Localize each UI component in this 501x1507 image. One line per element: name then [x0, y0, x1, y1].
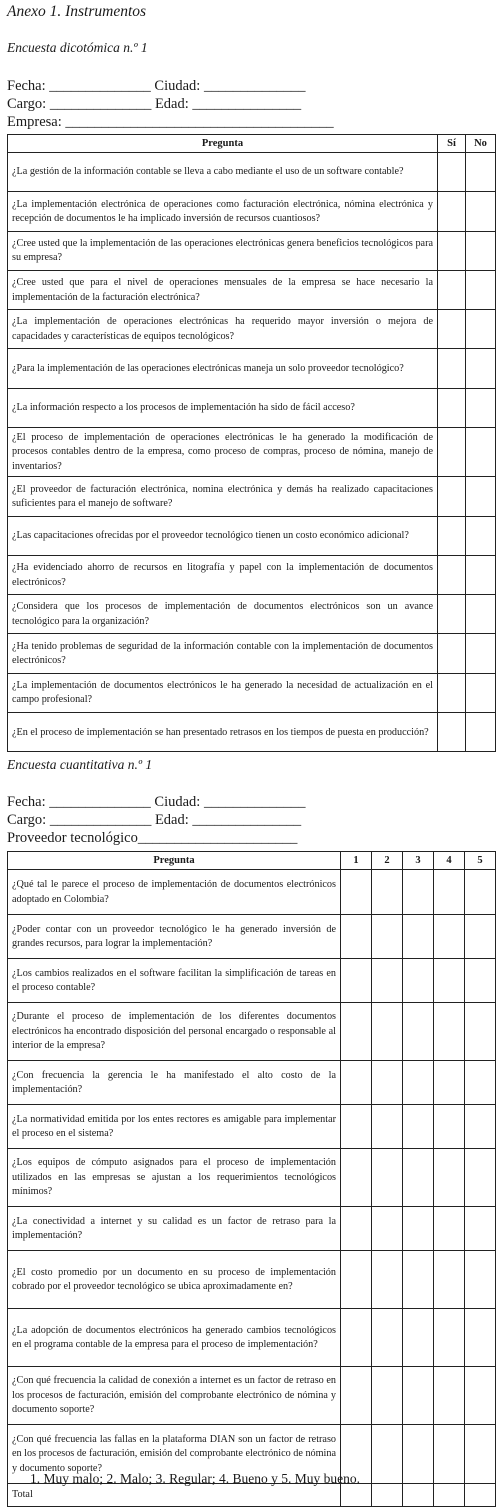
rating-cell-4[interactable] [434, 1207, 465, 1251]
answer-yes-cell[interactable] [438, 673, 466, 712]
question-cell: ¿Las capacitaciones ofrecidas por el proveedor tecnológico tienen un costo económico adicional? [8, 516, 438, 555]
answer-yes-cell[interactable] [438, 349, 466, 388]
answer-yes-cell[interactable] [438, 310, 466, 349]
answer-no-cell[interactable] [466, 595, 496, 634]
rating-cell-5[interactable] [465, 1207, 496, 1251]
table-row [8, 634, 496, 673]
survey1-title: Encuesta dicotómica n.º 1 [7, 40, 148, 55]
question-cell: ¿Durante el proceso de implementación de los diferentes documentos electrónicos ha encontrado disposición del personal encargado o responsable al interior de la empresa? [8, 1003, 341, 1061]
survey2-title: Encuesta cuantitativa n.º 1 [7, 757, 153, 772]
question-cell: ¿Para la implementación de las operaciones electrónicas maneja un solo proveedor tecnológico? [8, 349, 438, 388]
table-row [8, 153, 496, 192]
total-cell-2 [372, 1484, 403, 1507]
table-row [8, 673, 496, 712]
answer-yes-cell[interactable] [438, 428, 466, 477]
rating-cell-2[interactable] [372, 870, 403, 915]
question-cell: ¿El costo promedio por un documento en su proceso de implementación cobrado por el proveedor tecnológico se ubica aproximadamente en? [8, 1251, 341, 1309]
scale-note: 1. Muy malo; 2. Malo; 3. Regular; 4. Bueno y 5. Muy bueno. [30, 1471, 360, 1486]
rating-cell-1[interactable] [341, 1207, 372, 1251]
rating-cell-5[interactable] [465, 959, 496, 1003]
rating-cell-5[interactable] [465, 1149, 496, 1207]
rating-cell-2[interactable] [372, 915, 403, 959]
rating-cell-3[interactable] [403, 1425, 434, 1484]
table-row [8, 915, 496, 959]
question-cell: ¿Los equipos de cómputo asignados para el proceso de implementación utilizados en las empresas se ajustan a los requerimientos tecnológicos mínimos? [8, 1149, 341, 1207]
answer-no-cell[interactable] [466, 192, 496, 231]
question-cell: ¿Cree usted que para el nivel de operaciones mensuales de la empresa se hace necesario la implementación de la facturación electrónica? [8, 270, 438, 309]
question-cell: ¿La implementación de operaciones electrónicas ha requerido mayor inversión o mejora de capacidades y características de equipos tecnológicos? [8, 310, 438, 349]
rating-cell-1[interactable] [341, 870, 372, 915]
answer-no-cell[interactable] [466, 270, 496, 309]
header-no: No [466, 135, 496, 153]
rating-cell-5[interactable] [465, 1105, 496, 1149]
question-cell: ¿Poder contar con un proveedor tecnológico le ha generado inversión de grandes recursos, para lograr la implementación? [8, 915, 341, 959]
table-row [8, 310, 496, 349]
rating-cell-5[interactable] [465, 1251, 496, 1309]
rating-cell-4[interactable] [434, 870, 465, 915]
answer-yes-cell[interactable] [438, 388, 466, 427]
rating-cell-3[interactable] [403, 1003, 434, 1061]
rating-cell-4[interactable] [434, 1425, 465, 1484]
table-row [8, 1251, 496, 1309]
answer-yes-cell[interactable] [438, 516, 466, 555]
rating-cell-4[interactable] [434, 1149, 465, 1207]
total-cell-3 [403, 1484, 434, 1507]
header-5: 5 [465, 852, 496, 870]
question-cell: ¿La implementación electrónica de operaciones como facturación electrónica, nómina electrónica y recepción de documentos le ha implicado inversión de recursos cuantiosos? [8, 192, 438, 231]
rating-cell-4[interactable] [434, 915, 465, 959]
rating-cell-2[interactable] [372, 1367, 403, 1425]
rating-cell-1[interactable] [341, 1149, 372, 1207]
answer-no-cell[interactable] [466, 388, 496, 427]
answer-yes-cell[interactable] [438, 555, 466, 594]
rating-cell-1[interactable] [341, 1251, 372, 1309]
table-row [8, 270, 496, 309]
total-cell-5 [465, 1484, 496, 1507]
rating-cell-2[interactable] [372, 1149, 403, 1207]
answer-yes-cell[interactable] [438, 477, 466, 516]
header-2: 2 [372, 852, 403, 870]
table-row [8, 192, 496, 231]
header-4: 4 [434, 852, 465, 870]
question-cell: ¿Los cambios realizados en el software facilitan la simplificación de tareas en el proceso contable? [8, 959, 341, 1003]
table-row [8, 388, 496, 427]
question-cell: ¿Con qué frecuencia la calidad de conexión a internet es un factor de retraso en los procesos de facturación, emisión del comprobante electrónico de nómina y documento soporte? [8, 1367, 341, 1425]
annex-title: Anexo 1. Instrumentos [7, 3, 147, 20]
rating-cell-4[interactable] [434, 1251, 465, 1309]
table-row [8, 959, 496, 1003]
rating-cell-4[interactable] [434, 1309, 465, 1367]
rating-cell-3[interactable] [403, 1105, 434, 1149]
rating-cell-1[interactable] [341, 1309, 372, 1367]
table-row [8, 1003, 496, 1061]
header-1: 1 [341, 852, 372, 870]
survey2-table [7, 851, 496, 1507]
answer-no-cell[interactable] [466, 634, 496, 673]
header-3: 3 [403, 852, 434, 870]
rating-cell-1[interactable] [341, 1367, 372, 1425]
rating-cell-1[interactable] [341, 1105, 372, 1149]
question-cell: ¿Ha evidenciado ahorro de recursos en litografía y papel con la implementación de documentos electrónicos? [8, 555, 438, 594]
rating-cell-4[interactable] [434, 959, 465, 1003]
question-cell: ¿Con qué frecuencia las fallas en la plataforma DIAN son un factor de retraso en los procesos de facturación, emisión del comprobante electrónico de nómina y documento soporte? [8, 1425, 341, 1484]
rating-cell-2[interactable] [372, 1251, 403, 1309]
rating-cell-1[interactable] [341, 1003, 372, 1061]
rating-cell-5[interactable] [465, 870, 496, 915]
rating-cell-3[interactable] [403, 959, 434, 1003]
rating-cell-3[interactable] [403, 1149, 434, 1207]
rating-cell-5[interactable] [465, 1309, 496, 1367]
rating-cell-4[interactable] [434, 1003, 465, 1061]
answer-no-cell[interactable] [466, 153, 496, 192]
survey1-field-line: Cargo: ______________ Edad: _______________ [7, 96, 302, 112]
question-cell: ¿Cree usted que la implementación de las operaciones electrónicas genera beneficios tecnológicos para su empresa? [8, 231, 438, 270]
question-cell: ¿La información respecto a los procesos de implementación ha sido de fácil acceso? [8, 388, 438, 427]
rating-cell-5[interactable] [465, 1425, 496, 1484]
question-cell: ¿En el proceso de implementación se han presentado retrasos en los tiempos de puesta en producción? [8, 713, 438, 752]
survey1-table [7, 134, 496, 752]
header-question: Pregunta [8, 852, 341, 870]
total-label: Total [8, 1484, 341, 1507]
answer-yes-cell[interactable] [438, 595, 466, 634]
table-row [8, 516, 496, 555]
question-cell: ¿El proceso de implementación de operaciones electrónicas le ha generado la modificación de procesos contables dentro de la empresa, como proceso de compras, proceso de nómina, manejo de inventarios? [8, 428, 438, 477]
answer-no-cell[interactable] [466, 349, 496, 388]
table-row [8, 713, 496, 752]
rating-cell-1[interactable] [341, 1061, 372, 1105]
rating-cell-1[interactable] [341, 959, 372, 1003]
survey1-fields [7, 77, 334, 131]
answer-no-cell[interactable] [466, 673, 496, 712]
rating-cell-3[interactable] [403, 1061, 434, 1105]
question-cell: ¿La normatividad emitida por los entes rectores es amigable para implementar el proceso en el sistema? [8, 1105, 341, 1149]
answer-no-cell[interactable] [466, 310, 496, 349]
answer-yes-cell[interactable] [438, 192, 466, 231]
answer-yes-cell[interactable] [438, 153, 466, 192]
rating-cell-4[interactable] [434, 1367, 465, 1425]
table-row [8, 428, 496, 477]
table-row [8, 555, 496, 594]
answer-no-cell[interactable] [466, 555, 496, 594]
question-cell: ¿Considera que los procesos de implementación de documentos electrónicos son un avance tecnológico para la organización? [8, 595, 438, 634]
answer-no-cell[interactable] [466, 713, 496, 752]
table-row [8, 1309, 496, 1367]
rating-cell-2[interactable] [372, 1105, 403, 1149]
rating-cell-5[interactable] [465, 1061, 496, 1105]
rating-cell-2[interactable] [372, 1309, 403, 1367]
survey2-field-line: Cargo: ______________ Edad: _______________ [7, 812, 302, 828]
table-row [8, 1105, 496, 1149]
rating-cell-3[interactable] [403, 1251, 434, 1309]
table-row [8, 477, 496, 516]
header-yes: Sí [438, 135, 466, 153]
answer-yes-cell[interactable] [438, 713, 466, 752]
question-cell: ¿La gestión de la información contable se lleva a cabo mediante el uso de un software contable? [8, 153, 438, 192]
rating-cell-5[interactable] [465, 1367, 496, 1425]
rating-cell-5[interactable] [465, 915, 496, 959]
table-row [8, 349, 496, 388]
rating-cell-3[interactable] [403, 1309, 434, 1367]
total-cell-4 [434, 1484, 465, 1507]
rating-cell-2[interactable] [372, 1061, 403, 1105]
answer-no-cell[interactable] [466, 477, 496, 516]
question-cell: ¿Ha tenido problemas de seguridad de la información contable con la implementación de documentos electrónicos? [8, 634, 438, 673]
survey1-field-line: Fecha: ______________ Ciudad: ______________ [7, 78, 306, 94]
rating-cell-5[interactable] [465, 1003, 496, 1061]
rating-cell-2[interactable] [372, 1425, 403, 1484]
rating-cell-4[interactable] [434, 1061, 465, 1105]
rating-cell-3[interactable] [403, 870, 434, 915]
table-row [8, 1149, 496, 1207]
table-row [8, 870, 496, 915]
question-cell: ¿El proveedor de facturación electrónica, nomina electrónica y demás ha realizado capacitaciones suficientes para el manejo de software? [8, 477, 438, 516]
question-cell: ¿La conectividad a internet y su calidad es un factor de retraso para la implementación? [8, 1207, 341, 1251]
answer-no-cell[interactable] [466, 516, 496, 555]
table-row [8, 1061, 496, 1105]
survey2-field-line: Proveedor tecnológico______________________ [7, 830, 298, 846]
survey2-fields [7, 793, 305, 847]
answer-no-cell[interactable] [466, 231, 496, 270]
rating-cell-4[interactable] [434, 1105, 465, 1149]
rating-cell-2[interactable] [372, 1003, 403, 1061]
rating-cell-3[interactable] [403, 1367, 434, 1425]
answer-yes-cell[interactable] [438, 231, 466, 270]
rating-cell-1[interactable] [341, 915, 372, 959]
rating-cell-2[interactable] [372, 959, 403, 1003]
question-cell: ¿Qué tal le parece el proceso de implementación de documentos electrónicos adoptado en Colombia? [8, 870, 341, 915]
table-row [8, 595, 496, 634]
header-question: Pregunta [8, 135, 438, 153]
survey1-field-line: Empresa: _____________________________________ [7, 114, 334, 130]
survey2-field-line: Fecha: ______________ Ciudad: ______________ [7, 794, 306, 810]
rating-cell-3[interactable] [403, 915, 434, 959]
question-cell: ¿La adopción de documentos electrónicos ha generado cambios tecnológicos en el programa contable de la empresa para el proceso de implementación? [8, 1309, 341, 1367]
answer-yes-cell[interactable] [438, 634, 466, 673]
question-cell: ¿Con frecuencia la gerencia le ha manifestado el alto costo de la implementación? [8, 1061, 341, 1105]
table-row [8, 1367, 496, 1425]
question-cell: ¿La implementación de documentos electrónicos le ha generado la necesidad de actualización en el campo profesional? [8, 673, 438, 712]
rating-cell-2[interactable] [372, 1207, 403, 1251]
answer-yes-cell[interactable] [438, 270, 466, 309]
rating-cell-3[interactable] [403, 1207, 434, 1251]
table-row [8, 1207, 496, 1251]
table-row [8, 231, 496, 270]
answer-no-cell[interactable] [466, 428, 496, 477]
